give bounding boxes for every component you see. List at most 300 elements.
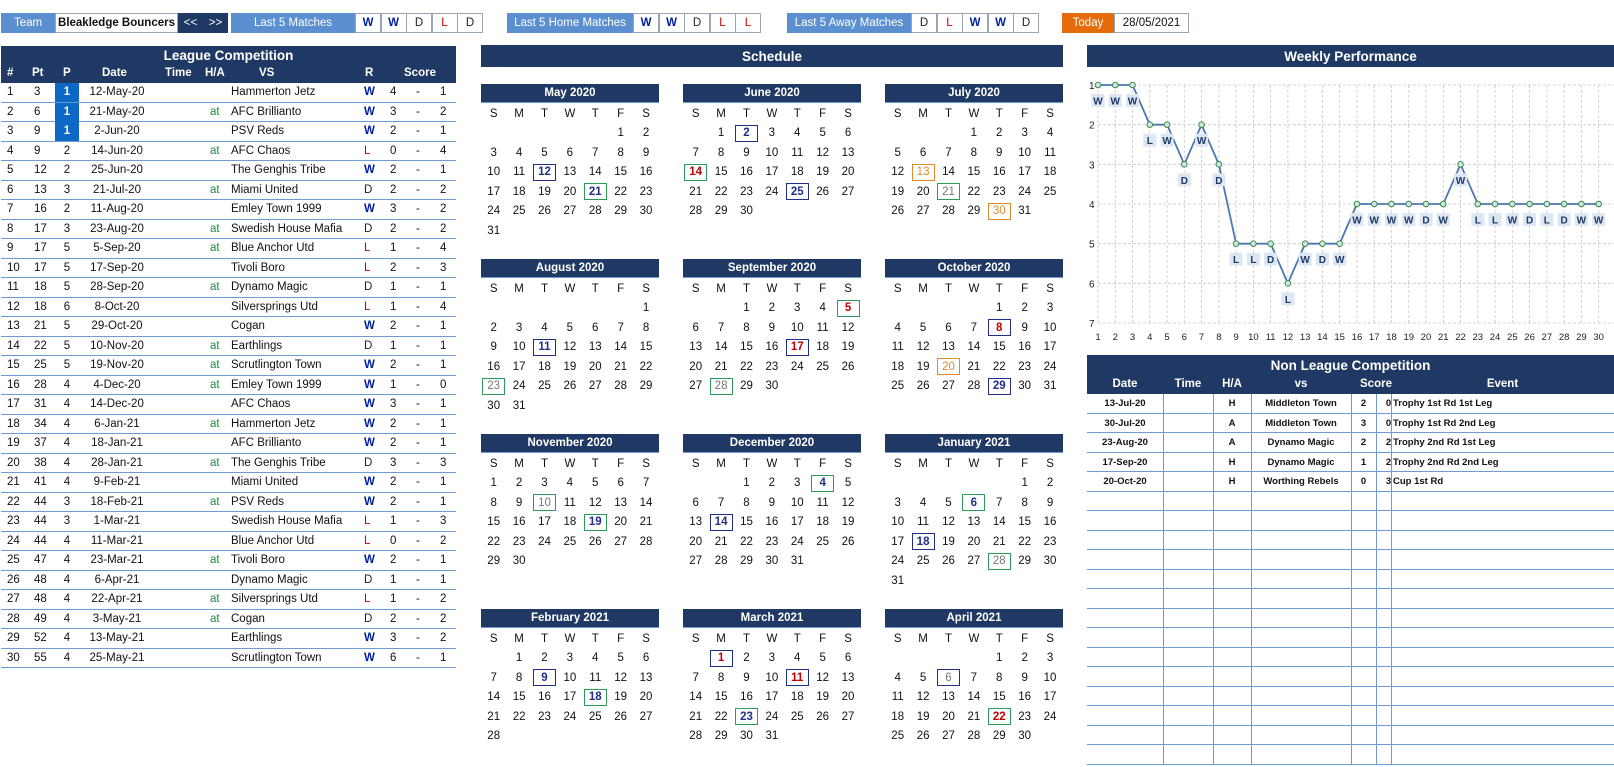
calendar-day[interactable]: 26: [916, 380, 930, 393]
calendar-day[interactable]: 29: [714, 730, 728, 743]
calendar-day[interactable]: 10: [891, 516, 905, 529]
calendar-day[interactable]: [532, 668, 557, 688]
calendar-day[interactable]: 18: [891, 360, 905, 373]
calendar-day[interactable]: 8: [617, 146, 624, 159]
table-row[interactable]: [1, 181, 456, 201]
table-row[interactable]: [1, 376, 456, 396]
calendar-day[interactable]: [583, 182, 608, 202]
calendar-day[interactable]: 7: [996, 496, 1003, 509]
calendar-day[interactable]: [810, 474, 835, 494]
calendar-day[interactable]: [835, 299, 860, 319]
calendar-day[interactable]: 5: [894, 146, 901, 159]
calendar-day[interactable]: 25: [790, 710, 804, 723]
calendar-day[interactable]: 21: [614, 360, 628, 373]
calendar-day[interactable]: 24: [790, 360, 804, 373]
calendar-day[interactable]: 23: [740, 185, 753, 198]
calendar-day[interactable]: [583, 513, 608, 533]
calendar-day[interactable]: 26: [816, 710, 830, 723]
calendar-day[interactable]: 2: [1046, 477, 1054, 490]
calendar-day[interactable]: 1: [617, 127, 624, 140]
calendar-day[interactable]: 15: [1018, 516, 1032, 529]
calendar-day[interactable]: 17: [765, 691, 779, 704]
calendar-day[interactable]: 25: [816, 360, 830, 373]
calendar-day[interactable]: 13: [942, 341, 955, 354]
calendar-day[interactable]: 27: [588, 380, 602, 393]
calendar-day[interactable]: 4: [541, 321, 548, 334]
calendar-day[interactable]: 25: [512, 205, 526, 218]
calendar-day[interactable]: 16: [765, 341, 779, 354]
calendar-day[interactable]: 8: [1021, 496, 1028, 509]
calendar-day[interactable]: 26: [841, 535, 855, 548]
calendar-day[interactable]: 26: [614, 710, 628, 723]
calendar-day[interactable]: 20: [689, 360, 703, 373]
calendar-day[interactable]: 4: [819, 302, 826, 315]
calendar-day[interactable]: 3: [541, 477, 548, 490]
table-row[interactable]: [1, 278, 456, 298]
calendar-day[interactable]: 28: [689, 205, 703, 218]
table-row[interactable]: [1, 161, 456, 181]
calendar-day[interactable]: 12: [614, 671, 628, 684]
table-row[interactable]: [1, 317, 456, 337]
calendar-day[interactable]: 5: [919, 321, 927, 334]
calendar-day[interactable]: 16: [1018, 341, 1032, 354]
calendar-day[interactable]: 19: [841, 341, 855, 354]
calendar-day[interactable]: 10: [765, 146, 779, 159]
calendar-day[interactable]: 16: [1018, 691, 1032, 704]
calendar-day[interactable]: 22: [740, 360, 753, 373]
calendar-day[interactable]: 21: [689, 185, 703, 198]
calendar-day[interactable]: 3: [768, 652, 776, 665]
calendar-day[interactable]: 12: [563, 341, 577, 354]
calendar-day[interactable]: 31: [487, 224, 501, 237]
calendar-day[interactable]: 2: [768, 302, 776, 315]
calendar-day[interactable]: 23: [992, 185, 1006, 198]
calendar-day[interactable]: 25: [816, 535, 830, 548]
calendar-day[interactable]: 13: [639, 671, 653, 684]
calendar-day[interactable]: 31: [512, 399, 526, 412]
calendar-day[interactable]: 13: [841, 671, 855, 684]
calendar-day[interactable]: 10: [1018, 146, 1032, 159]
calendar-day[interactable]: 18: [538, 360, 551, 373]
table-row[interactable]: [1, 356, 456, 376]
calendar-day[interactable]: 26: [916, 730, 930, 743]
team-selector[interactable]: Bleakledge Bouncers: [55, 13, 178, 33]
calendar-day[interactable]: 16: [740, 691, 753, 704]
calendar-day[interactable]: 28: [614, 380, 628, 393]
calendar-day[interactable]: 26: [942, 555, 955, 568]
calendar-day[interactable]: 12: [816, 671, 830, 684]
calendar-day[interactable]: 20: [841, 691, 855, 704]
calendar-day[interactable]: 23: [1018, 360, 1032, 373]
calendar-day[interactable]: 28: [942, 205, 955, 218]
calendar-day[interactable]: 29: [714, 205, 728, 218]
calendar-day[interactable]: 27: [916, 205, 930, 218]
calendar-day[interactable]: 20: [841, 166, 855, 179]
calendar-day[interactable]: 15: [967, 166, 981, 179]
calendar-day[interactable]: 14: [992, 516, 1006, 529]
calendar-day[interactable]: 14: [967, 691, 981, 704]
calendar-day[interactable]: 31: [765, 730, 779, 743]
calendar-day[interactable]: 7: [642, 477, 650, 490]
calendar-day[interactable]: 26: [891, 205, 905, 218]
calendar-day[interactable]: 5: [945, 496, 952, 509]
calendar-day[interactable]: 21: [487, 710, 501, 723]
calendar-day[interactable]: 1: [743, 477, 750, 490]
calendar-day[interactable]: [708, 377, 733, 397]
calendar-day[interactable]: 21: [967, 710, 981, 723]
calendar-day[interactable]: 9: [490, 341, 497, 354]
calendar-day[interactable]: 2: [515, 477, 523, 490]
calendar-day[interactable]: 25: [563, 535, 577, 548]
calendar-day[interactable]: 26: [841, 360, 855, 373]
calendar-day[interactable]: 21: [967, 360, 981, 373]
calendar-day[interactable]: [785, 668, 810, 688]
calendar-day[interactable]: 7: [592, 146, 599, 159]
calendar-day[interactable]: 10: [512, 341, 526, 354]
calendar-day[interactable]: 3: [490, 146, 497, 159]
table-row[interactable]: [1, 337, 456, 357]
calendar-day[interactable]: 19: [614, 691, 628, 704]
calendar-day[interactable]: 30: [740, 730, 753, 743]
calendar-day[interactable]: [532, 163, 557, 183]
calendar-day[interactable]: 22: [1018, 535, 1032, 548]
calendar-day[interactable]: 20: [916, 185, 930, 198]
calendar-day[interactable]: 6: [692, 496, 699, 509]
calendar-day[interactable]: 20: [639, 691, 653, 704]
calendar-day[interactable]: 2: [1021, 652, 1028, 665]
calendar-day[interactable]: [910, 532, 935, 552]
calendar-day[interactable]: 22: [639, 360, 653, 373]
calendar-day[interactable]: [910, 163, 935, 183]
calendar-day[interactable]: 18: [891, 710, 905, 723]
calendar-day[interactable]: 17: [790, 516, 804, 529]
calendar-day[interactable]: 28: [588, 205, 602, 218]
calendar-day[interactable]: 19: [816, 166, 830, 179]
calendar-day[interactable]: 17: [487, 185, 501, 198]
calendar-day[interactable]: 9: [768, 496, 776, 509]
calendar-day[interactable]: [785, 338, 810, 358]
calendar-day[interactable]: 24: [891, 555, 905, 568]
calendar-day[interactable]: 29: [639, 380, 653, 393]
calendar-day[interactable]: 7: [970, 671, 978, 684]
calendar-day[interactable]: 19: [891, 185, 905, 198]
calendar-day[interactable]: 19: [563, 360, 577, 373]
calendar-day[interactable]: [987, 202, 1012, 222]
table-row[interactable]: [1, 298, 456, 318]
table-row[interactable]: [1, 454, 456, 474]
table-row[interactable]: [1, 83, 456, 103]
calendar-day[interactable]: 7: [692, 146, 699, 159]
calendar-day[interactable]: 31: [1018, 205, 1032, 218]
calendar-day[interactable]: 27: [614, 535, 628, 548]
calendar-day[interactable]: 24: [765, 185, 779, 198]
calendar-day[interactable]: 2: [996, 127, 1003, 140]
calendar-day[interactable]: 11: [589, 671, 602, 684]
calendar-day[interactable]: 30: [1043, 555, 1057, 568]
calendar-day[interactable]: [734, 707, 759, 727]
calendar-day[interactable]: 18: [816, 341, 830, 354]
calendar-day[interactable]: 7: [617, 321, 624, 334]
calendar-day[interactable]: 28: [714, 555, 728, 568]
calendar-day[interactable]: 20: [942, 710, 955, 723]
calendar-day[interactable]: 31: [790, 555, 804, 568]
calendar-day[interactable]: [583, 688, 608, 708]
calendar-day[interactable]: 1: [515, 652, 523, 665]
calendar-day[interactable]: 16: [740, 166, 753, 179]
calendar-day[interactable]: 8: [642, 321, 650, 334]
calendar-day[interactable]: 9: [743, 146, 750, 159]
table-row[interactable]: [1, 649, 456, 669]
calendar-day[interactable]: 30: [512, 555, 526, 568]
calendar-day[interactable]: 8: [743, 496, 750, 509]
calendar-day[interactable]: 30: [1018, 730, 1032, 743]
calendar-day[interactable]: 28: [639, 535, 653, 548]
calendar-day[interactable]: 12: [916, 691, 930, 704]
calendar-day[interactable]: 3: [515, 321, 523, 334]
calendar-day[interactable]: 8: [743, 321, 750, 334]
calendar-day[interactable]: 28: [487, 730, 501, 743]
calendar-day[interactable]: 22: [740, 535, 753, 548]
calendar-day[interactable]: 13: [841, 146, 855, 159]
calendar-day[interactable]: 20: [614, 516, 628, 529]
calendar-day[interactable]: 4: [794, 127, 801, 140]
calendar-day[interactable]: 21: [689, 710, 703, 723]
calendar-day[interactable]: [683, 163, 708, 183]
calendar-day[interactable]: [936, 668, 961, 688]
calendar-day[interactable]: 24: [1018, 185, 1032, 198]
calendar-day[interactable]: 15: [740, 341, 753, 354]
calendar-day[interactable]: 12: [942, 516, 955, 529]
calendar-day[interactable]: 19: [841, 516, 855, 529]
calendar-day[interactable]: 16: [765, 516, 779, 529]
calendar-day[interactable]: 22: [487, 535, 501, 548]
calendar-day[interactable]: 9: [1046, 496, 1054, 509]
calendar-day[interactable]: 5: [592, 477, 599, 490]
calendar-day[interactable]: 24: [487, 205, 501, 218]
calendar-day[interactable]: 9: [1021, 321, 1028, 334]
calendar-day[interactable]: 16: [992, 166, 1006, 179]
calendar-day[interactable]: 13: [689, 341, 703, 354]
calendar-day[interactable]: 14: [487, 691, 501, 704]
calendar-day[interactable]: 3: [566, 652, 574, 665]
calendar-day[interactable]: 17: [563, 691, 577, 704]
calendar-day[interactable]: 18: [563, 516, 577, 529]
calendar-day[interactable]: 30: [639, 205, 653, 218]
calendar-day[interactable]: 16: [1043, 516, 1057, 529]
calendar-day[interactable]: 18: [1043, 166, 1057, 179]
calendar-day[interactable]: 24: [790, 535, 804, 548]
calendar-day[interactable]: 11: [816, 496, 829, 509]
calendar-day[interactable]: 14: [967, 341, 981, 354]
calendar-day[interactable]: 17: [1043, 691, 1057, 704]
calendar-day[interactable]: 2: [541, 652, 548, 665]
calendar-day[interactable]: 3: [1046, 652, 1054, 665]
calendar-day[interactable]: 18: [512, 185, 526, 198]
calendar-day[interactable]: 24: [563, 710, 577, 723]
calendar-day[interactable]: 21: [992, 535, 1006, 548]
calendar-day[interactable]: 22: [614, 185, 628, 198]
calendar-day[interactable]: 18: [790, 166, 804, 179]
table-row[interactable]: [1, 551, 456, 571]
calendar-day[interactable]: 24: [512, 380, 526, 393]
calendar-day[interactable]: 11: [891, 691, 904, 704]
calendar-day[interactable]: 7: [945, 146, 952, 159]
calendar-day[interactable]: 10: [765, 671, 779, 684]
calendar-day[interactable]: [987, 377, 1012, 397]
calendar-day[interactable]: 17: [538, 516, 551, 529]
table-row[interactable]: [1, 200, 456, 220]
calendar-day[interactable]: 9: [515, 496, 523, 509]
calendar-day[interactable]: 19: [538, 185, 551, 198]
calendar-day[interactable]: 24: [765, 710, 779, 723]
calendar-day[interactable]: 13: [942, 691, 955, 704]
calendar-day[interactable]: 16: [512, 516, 526, 529]
calendar-day[interactable]: 6: [692, 321, 699, 334]
calendar-day[interactable]: 1: [717, 127, 725, 140]
calendar-day[interactable]: 15: [714, 691, 728, 704]
calendar-day[interactable]: 2: [768, 477, 776, 490]
table-row[interactable]: [1, 434, 456, 454]
calendar-day[interactable]: 2: [1021, 302, 1028, 315]
calendar-day[interactable]: 10: [487, 166, 501, 179]
table-row[interactable]: [1, 395, 456, 415]
calendar-day[interactable]: 27: [841, 185, 855, 198]
calendar-day[interactable]: 19: [916, 710, 930, 723]
calendar-day[interactable]: 1: [1021, 477, 1028, 490]
calendar-day[interactable]: 22: [714, 710, 728, 723]
calendar-day[interactable]: 31: [1043, 380, 1057, 393]
calendar-day[interactable]: [987, 552, 1012, 572]
calendar-day[interactable]: 24: [1043, 360, 1057, 373]
calendar-day[interactable]: 10: [1043, 321, 1057, 334]
table-row[interactable]: [1, 629, 456, 649]
table-row[interactable]: [1, 512, 456, 532]
calendar-day[interactable]: 23: [639, 185, 653, 198]
calendar-day[interactable]: 11: [917, 516, 930, 529]
calendar-day[interactable]: 5: [566, 321, 574, 334]
calendar-day[interactable]: 10: [563, 671, 577, 684]
calendar-day[interactable]: 4: [592, 652, 599, 665]
table-row[interactable]: [1, 571, 456, 591]
calendar-day[interactable]: 13: [588, 341, 602, 354]
table-row[interactable]: [1, 590, 456, 610]
calendar-day[interactable]: 25: [1043, 185, 1057, 198]
calendar-day[interactable]: 24: [538, 535, 551, 548]
table-row[interactable]: [1, 415, 456, 435]
calendar-day[interactable]: 10: [790, 321, 804, 334]
calendar-day[interactable]: 7: [970, 321, 978, 334]
calendar-day[interactable]: 9: [642, 146, 650, 159]
calendar-day[interactable]: 9: [996, 146, 1003, 159]
table-row[interactable]: [1, 220, 456, 240]
calendar-day[interactable]: 4: [1046, 127, 1054, 140]
calendar-day[interactable]: 5: [919, 671, 927, 684]
calendar-day[interactable]: 30: [765, 555, 779, 568]
calendar-day[interactable]: 10: [790, 496, 804, 509]
calendar-day[interactable]: 20: [588, 360, 602, 373]
table-row[interactable]: [1, 532, 456, 552]
calendar-day[interactable]: 23: [512, 535, 526, 548]
calendar-day[interactable]: 8: [515, 671, 523, 684]
calendar-day[interactable]: 12: [816, 146, 830, 159]
calendar-day[interactable]: 6: [592, 321, 599, 334]
calendar-day[interactable]: 27: [689, 555, 703, 568]
calendar-day[interactable]: 1: [642, 302, 650, 315]
calendar-day[interactable]: 14: [942, 166, 955, 179]
calendar-day[interactable]: 5: [819, 127, 826, 140]
calendar-day[interactable]: 26: [588, 535, 602, 548]
calendar-day[interactable]: 25: [588, 710, 602, 723]
calendar-day[interactable]: 4: [894, 671, 901, 684]
calendar-day[interactable]: 4: [919, 496, 927, 509]
calendar-day[interactable]: 17: [891, 535, 905, 548]
calendar-day[interactable]: 1: [490, 477, 497, 490]
calendar-day[interactable]: 16: [538, 691, 551, 704]
calendar-day[interactable]: 17: [1018, 166, 1032, 179]
calendar-day[interactable]: 14: [614, 341, 628, 354]
calendar-day[interactable]: 15: [714, 166, 728, 179]
calendar-day[interactable]: 29: [740, 380, 753, 393]
calendar-day[interactable]: 2: [490, 321, 497, 334]
calendar-day[interactable]: 12: [916, 341, 930, 354]
calendar-day[interactable]: 29: [992, 730, 1006, 743]
calendar-day[interactable]: 23: [1043, 535, 1057, 548]
calendar-day[interactable]: 23: [1018, 710, 1032, 723]
calendar-day[interactable]: 5: [844, 477, 852, 490]
calendar-day[interactable]: 15: [487, 516, 501, 529]
calendar-day[interactable]: 22: [714, 185, 728, 198]
calendar-day[interactable]: 6: [919, 146, 927, 159]
calendar-day[interactable]: 21: [714, 360, 728, 373]
calendar-day[interactable]: 24: [1043, 710, 1057, 723]
calendar-day[interactable]: 20: [563, 185, 577, 198]
calendar-day[interactable]: 29: [614, 205, 628, 218]
calendar-day[interactable]: 4: [566, 477, 574, 490]
calendar-day[interactable]: 18: [816, 516, 830, 529]
calendar-day[interactable]: 18: [790, 691, 804, 704]
calendar-day[interactable]: 23: [765, 360, 779, 373]
calendar-day[interactable]: 8: [490, 496, 497, 509]
calendar-day[interactable]: 12: [588, 496, 602, 509]
calendar-day[interactable]: 15: [740, 516, 753, 529]
calendar-day[interactable]: 25: [916, 555, 930, 568]
calendar-day[interactable]: 3: [894, 496, 901, 509]
calendar-day[interactable]: 6: [945, 321, 952, 334]
calendar-day[interactable]: 27: [639, 710, 653, 723]
calendar-day[interactable]: 8: [717, 671, 725, 684]
calendar-day[interactable]: 7: [717, 496, 725, 509]
calendar-day[interactable]: 1: [743, 302, 750, 315]
calendar-day[interactable]: 28: [967, 380, 981, 393]
calendar-day[interactable]: 7: [717, 321, 725, 334]
calendar-day[interactable]: 29: [740, 555, 753, 568]
calendar-day[interactable]: 23: [538, 710, 551, 723]
calendar-day[interactable]: 15: [639, 341, 653, 354]
calendar-day[interactable]: 17: [765, 166, 779, 179]
calendar-day[interactable]: 14: [588, 166, 602, 179]
table-row[interactable]: [1, 103, 456, 123]
calendar-day[interactable]: 29: [967, 205, 981, 218]
calendar-day[interactable]: 13: [967, 516, 981, 529]
calendar-day[interactable]: 8: [717, 146, 725, 159]
calendar-day[interactable]: 12: [891, 166, 905, 179]
calendar-day[interactable]: 3: [768, 127, 776, 140]
calendar-day[interactable]: 5: [617, 652, 624, 665]
calendar-day[interactable]: 7: [692, 671, 699, 684]
calendar-day[interactable]: 22: [967, 185, 981, 198]
calendar-day[interactable]: 12: [841, 496, 855, 509]
calendar-day[interactable]: 22: [512, 710, 526, 723]
